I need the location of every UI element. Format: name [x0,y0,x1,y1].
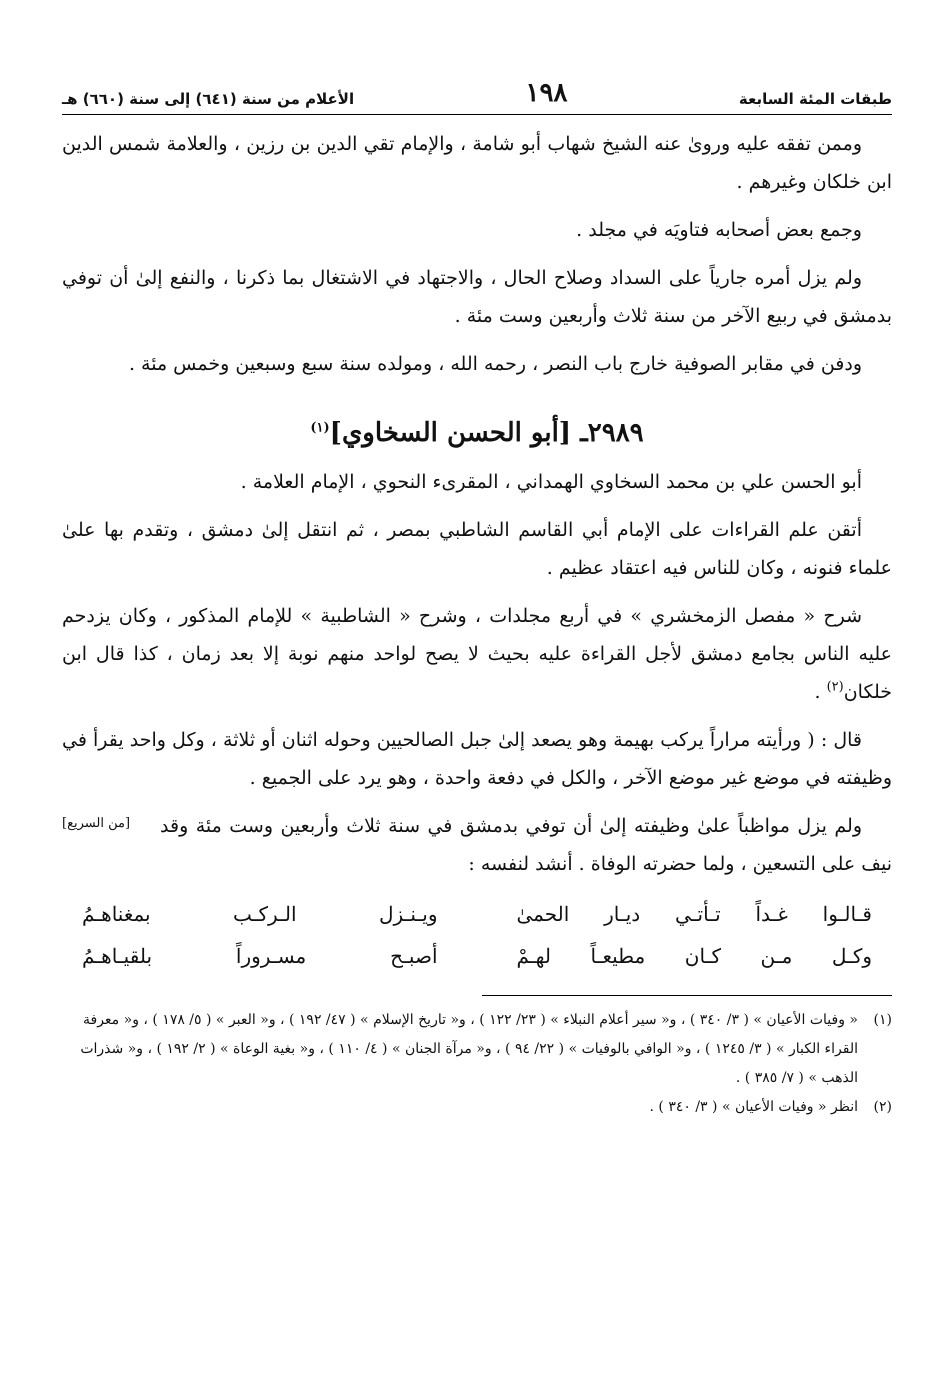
verse-first-hemistich: وكـل مـن كـان مطيعـاً لهـمْ [516,944,872,968]
footnote [62,1006,892,1093]
paragraph: وجمع بعض أصحابه فتاويَه في مجلد . [576,219,862,241]
paragraph: أبو الحسن علي بن محمد السخاوي الهمداني ، المقرىء النحوي ، الإمام العلامة . [240,471,862,493]
paragraph: ولم يزل أمره جارياً على السداد وصلاح الحال ، والاجتهاد في الاشتغال بما ذكرنا ، والنفع إلىٰ أن توفي بدمشق في ربيع الآخر من سنة ثلاث وأربعين وست مئة . [62,267,892,327]
header-section-title: طبقات المئة السابعة [738,90,892,108]
paragraph-text: شرح « مفصل الزمخشري » في أربع مجلدات ، وشرح « الشاطبية » للإمام المذكور ، وكان يزدحم عليه الناس بجامع دمشق لأجل القراءة عليه بحيث لا يصح لواحد منهم نوبة إلا بعد زمان ، كذا قال ابن خلكان [62,605,892,703]
footnote-ref: (١) [310,420,330,436]
paragraph: أتقن علم القراءات على الإمام أبي القاسم الشاطبي بمصر ، ثم انتقل إلىٰ دمشق ، وتقدم بها علىٰ علماء فنونه ، وكان للناس فيه اعتقاد عظيم . [62,519,892,579]
page [62,70,892,1122]
footnote-number: (٢) [873,1099,892,1115]
entry-heading [62,413,892,453]
poem [82,893,872,977]
footnote-text: « وفيات الأعيان » ( ٣/ ٣٤٠ ) ، و« سير أعلام النبلاء » ( ٢٣/ ١٢٢ ) ، و« تاريخ الإسلام » ( ٤٧/ ١٩٢ ) ، و« العبر » ( ٥/ ١٧٨ ) ، و« معرفة القراء الكبار » ( ٣/ ١٢٤٥ ) ، و« الوافي بالوفيات » ( ٢٢/ ٩٤ ) ، و« مرآة الجنان » ( ٤/ ١١٠ ) ، و« بغية الوعاة » ( ٢/ ١٩٢ ) ، و« شذرات الذهب » ( ٧/ ٣٨٥ ) . [80,1012,858,1086]
page-number: ١٩٨ [525,78,568,108]
footnote [62,1093,892,1122]
page-body [62,125,892,977]
verse-second-hemistich: أصبـح مسـروراً بلقيـاهـمُ [82,944,438,968]
poem-verse [82,893,872,935]
paragraph-end: . [814,681,827,703]
paragraph: وممن تفقه عليه وروىٰ عنه الشيخ شهاب أبو شامة ، والإمام تقي الدين بن رزين ، والعلامة شمس الدين ابن خلكان وغيرهم . [62,133,892,193]
paragraph: ودفن في مقابر الصوفية خارج باب النصر ، رحمه الله ، ومولده سنة سبع وسبعين وخمس مئة . [128,353,862,375]
paragraph [62,807,892,883]
running-header [62,70,892,115]
paragraph-text: ولم يزل مواظباً علىٰ وظيفته إلىٰ أن توفي بدمشق في سنة ثلاث وأربعين وست مئة وقد نيف على التسعين ، ولما حضرته الوفاة . أنشد لنفسه : [160,815,892,875]
footnote-ref: (٢) [826,679,844,695]
footnote-number: (١) [873,1012,892,1028]
verse-first-hemistich: قـالـوا غـداً تـأتـي ديـار الحمىٰ [516,902,872,926]
poem-meter: [من السريع] [62,816,131,831]
footnote-separator [482,995,892,996]
verse-second-hemistich: ويـنـزل الـركـب بمغناهـمُ [82,902,438,926]
poem-verse [82,935,872,977]
footnotes [62,1006,892,1122]
paragraph: قال : ( ورأيته مراراً يركب بهيمة وهو يصعد إلىٰ جبل الصالحيين وحوله اثنان أو ثلاثة ، وكل واحد يقرأ في وظيفته في موضع غير موضع الآخر ، والكل في دفعة واحدة ، وهو يرد على الجميع . [62,729,892,789]
header-range-title: الأعلام من سنة (٦٤١) إلى سنة (٦٦٠) هـ [62,90,355,108]
footnote-text: انظر « وفيات الأعيان » ( ٣/ ٣٤٠ ) . [649,1099,858,1115]
paragraph [62,597,892,711]
entry-title: ٢٩٨٩ـ [أبو الحسن السخاوي] [329,418,644,448]
